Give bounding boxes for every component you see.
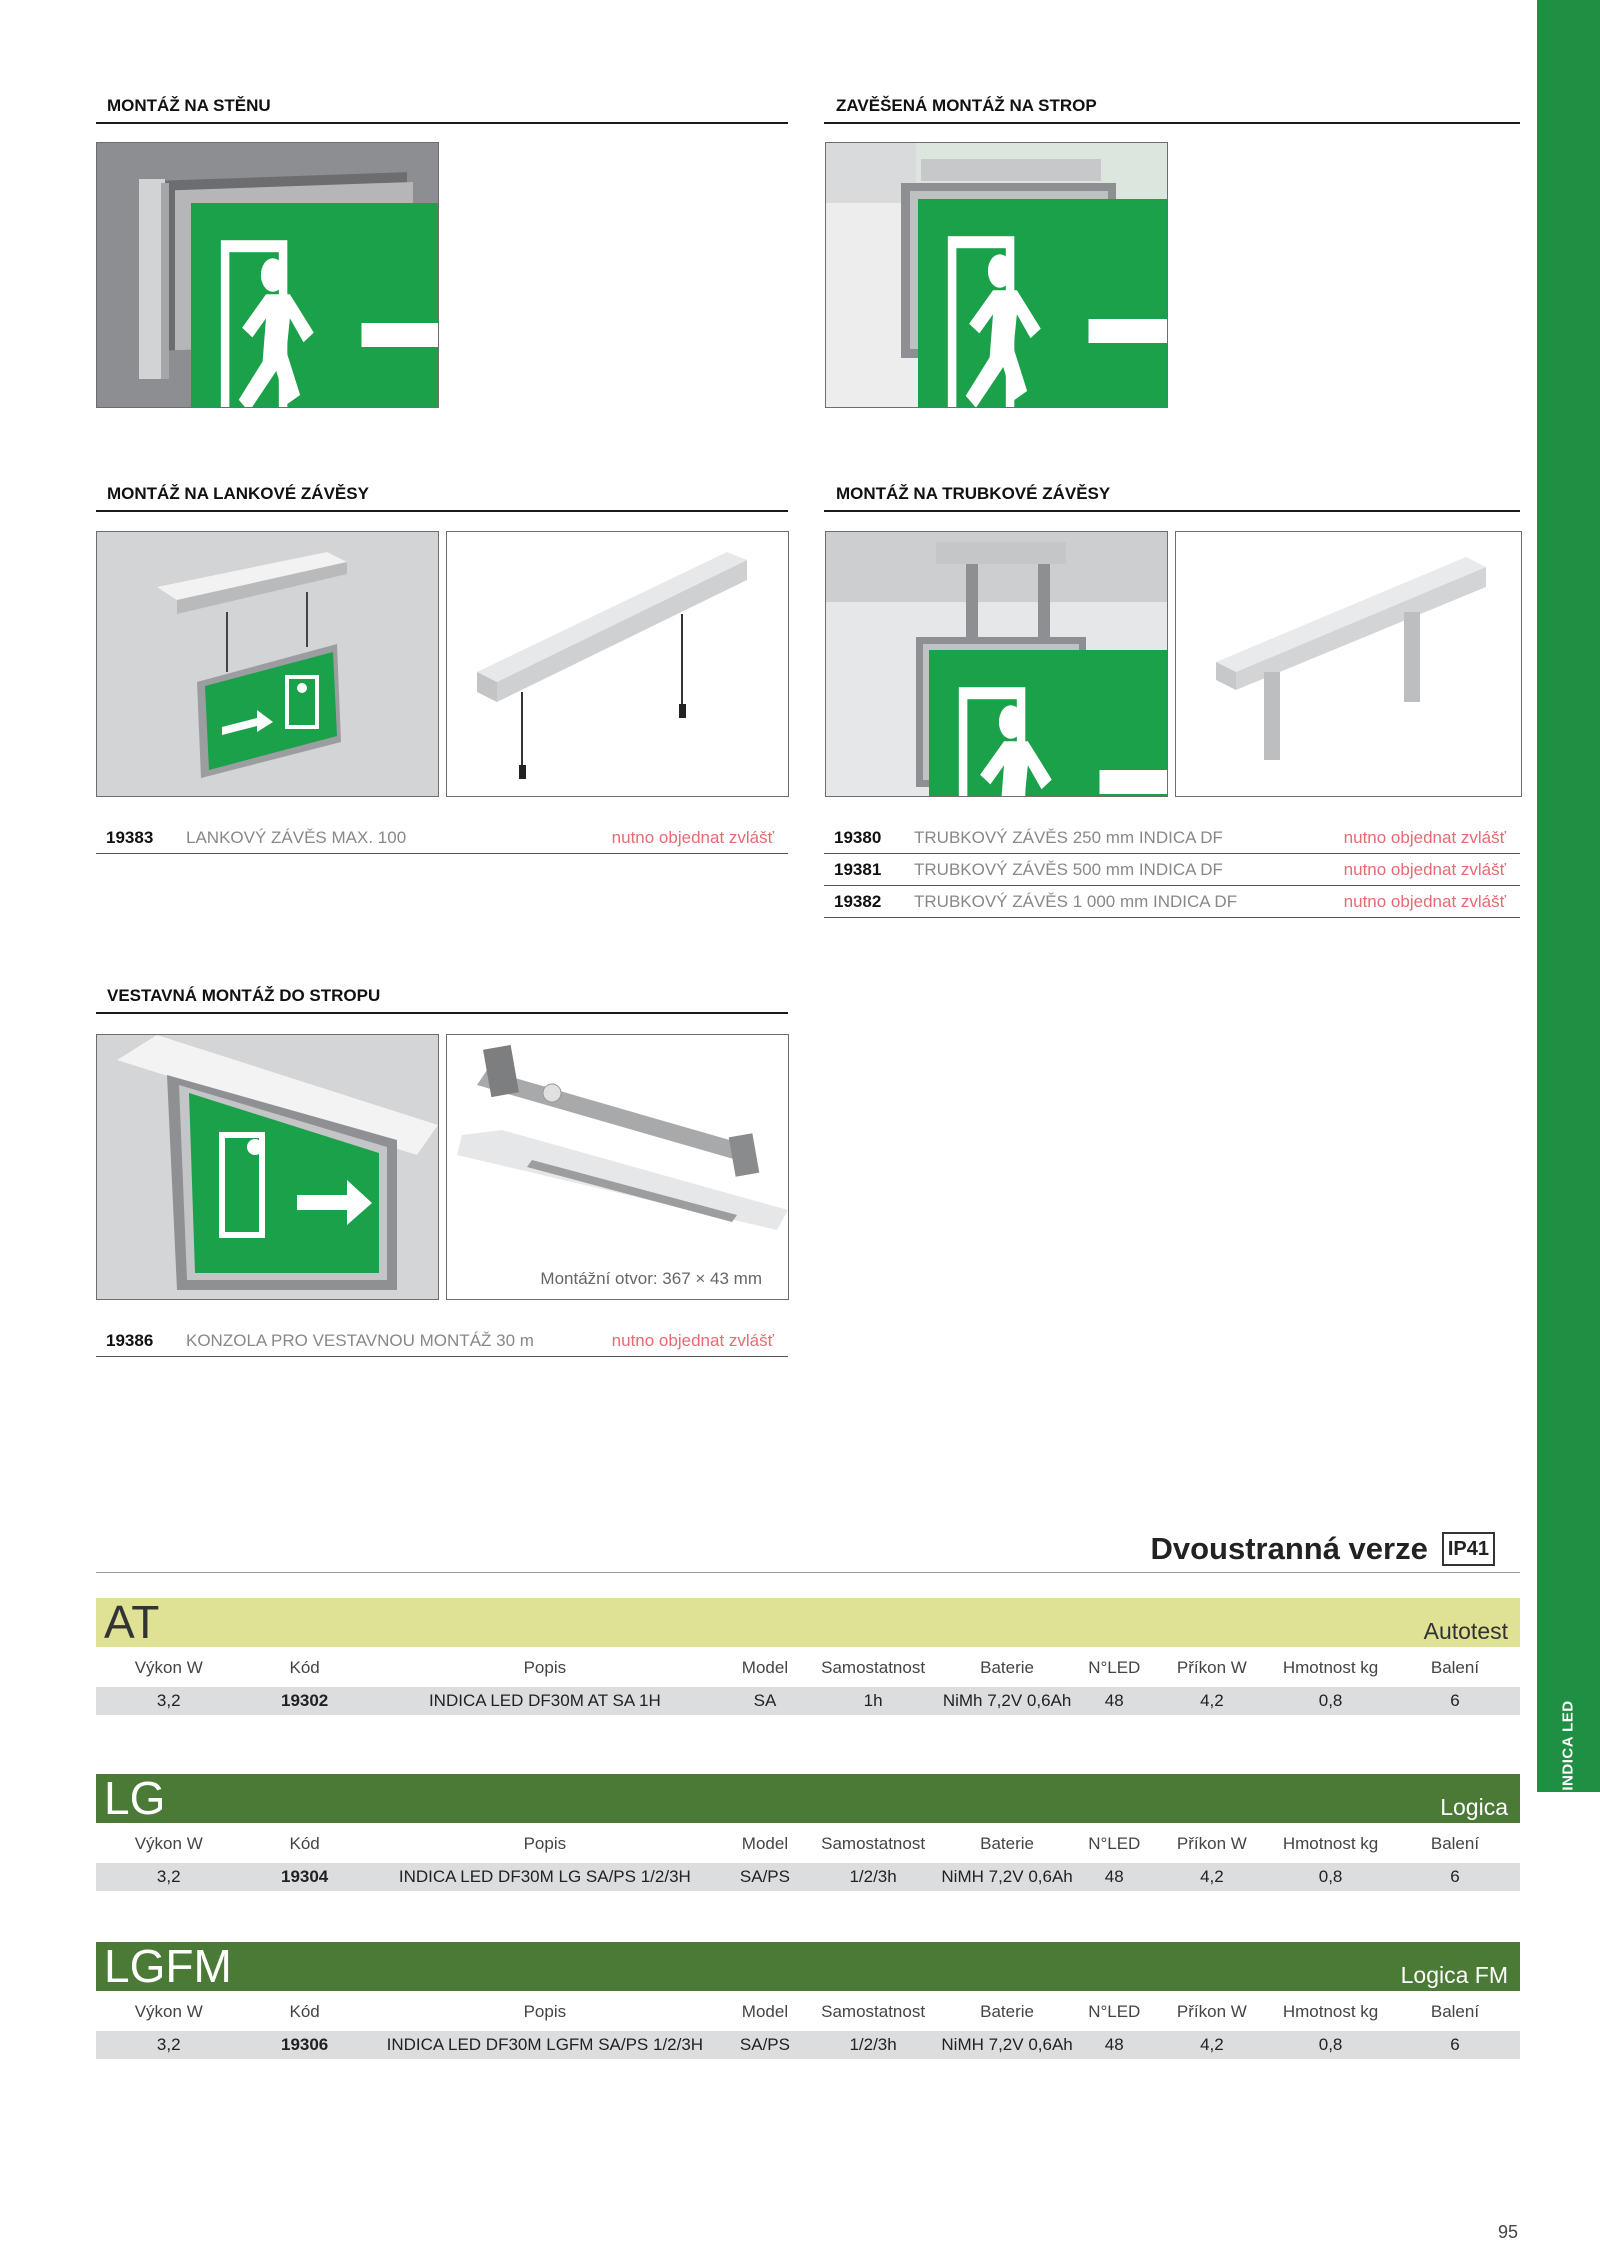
photo-cable-mount [96,531,439,797]
accessory-note: nutno objednat zvlášť [1343,859,1506,879]
column-header: Popis [523,2002,567,2021]
table-cell: 48 [1104,1867,1124,1886]
table-cell: 0,8 [1318,1867,1343,1886]
table-cell: 3,2 [156,1691,181,1710]
table-cell: 1h [863,1691,883,1710]
section-title-suspended: ZAVĚŠENÁ MONTÁŽ NA STROP [836,96,1097,115]
side-tab-label: INDICA LED [1560,1699,1577,1791]
table-header [96,1998,1520,2026]
table-cell: INDICA LED DF30M AT SA 1H [428,1691,661,1710]
accessory-row [96,822,788,854]
column-header: Baterie [980,1658,1035,1677]
table-cell: 3,2 [156,2035,181,2054]
column-header: Samostatnost [821,1834,926,1853]
accessory-note: nutno objednat zvlášť [611,1330,774,1350]
side-tab [1537,0,1600,1792]
table-cell: 6 [1450,1691,1460,1710]
variant-rule [96,1572,1520,1573]
column-header: Model [741,1658,789,1677]
table-cell: 0,8 [1318,2035,1343,2054]
photo-tube-kit [1175,531,1522,797]
section-rule [96,122,788,124]
accessory-note: nutno objednat zvlášť [611,827,774,847]
table-cell: NiMH 7,2V 0,6Ah [941,1867,1073,1886]
product-code: LGFM [104,1940,232,1992]
accessory-desc: KONZOLA PRO VESTAVNOU MONTÁŽ 30 m [186,1330,534,1350]
column-header: Kód [289,2002,320,2021]
product-band [96,1598,1520,1647]
table-cell: NiMh 7,2V 0,6Ah [942,1691,1072,1710]
accessory-desc: LANKOVÝ ZÁVĚS MAX. 100 [186,827,407,847]
accessory-note: nutno objednat zvlášť [1343,827,1506,847]
column-header: Balení [1430,1658,1480,1677]
product-band [96,1942,1520,1991]
column-header: Baterie [980,2002,1035,2021]
table-cell: 48 [1104,2035,1124,2054]
accessory-row [96,1325,788,1357]
column-header: Výkon W [134,2002,203,2021]
column-header: Model [741,1834,789,1853]
column-header: Samostatnost [821,1658,926,1677]
table-cell: 19302 [280,1691,329,1710]
product-name: Logica FM [1400,1962,1508,1988]
column-header: N°LED [1088,2002,1141,2021]
section-title-recessed: VESTAVNÁ MONTÁŽ DO STROPU [107,986,381,1005]
column-header: Kód [289,1834,320,1853]
table-cell: 4,2 [1200,1691,1224,1710]
table-header [96,1830,1520,1858]
photo-recessed-mount [96,1034,439,1300]
page-number: 95 [1497,2222,1518,2242]
column-header: N°LED [1088,1834,1141,1853]
column-header: Kód [289,1658,320,1677]
section-title-tube: MONTÁŽ NA TRUBKOVÉ ZÁVĚSY [836,484,1111,503]
accessory-row [824,854,1520,886]
section-title-cable: MONTÁŽ NA LANKOVÉ ZÁVĚSY [107,484,369,503]
product-band [96,1774,1520,1823]
column-header: Baterie [980,1834,1035,1853]
column-header: Hmotnost kg [1282,2002,1379,2021]
column-header: Příkon W [1176,1834,1247,1853]
column-header: Samostatnost [821,2002,926,2021]
product-name: Logica [1440,1794,1508,1820]
photo-cable-kit [446,531,789,797]
table-row [96,2031,1520,2059]
accessory-row [824,886,1520,918]
table-header [96,1654,1520,1682]
accessory-note: nutno objednat zvlášť [1343,891,1506,911]
column-header: Popis [523,1834,567,1853]
section-rule [824,510,1520,512]
ip-rating-badge: IP41 [1442,1532,1495,1566]
accessory-code: 19383 [106,827,154,847]
table-cell: 1/2/3h [849,2035,897,2054]
table-cell: 6 [1450,1867,1460,1886]
column-header: Balení [1430,1834,1480,1853]
table-row [96,1863,1520,1891]
cutout-caption: Montážní otvor: 367 × 43 mm [540,1269,762,1288]
table-cell: 4,2 [1200,2035,1224,2054]
table-cell: 3,2 [156,1867,181,1886]
photo-suspended-mount [825,142,1168,408]
table-cell: 0,8 [1318,1691,1343,1710]
table-cell: 48 [1104,1691,1124,1710]
section-rule [96,1012,788,1014]
column-header: Příkon W [1176,2002,1247,2021]
accessory-row [824,822,1520,854]
variant-title: Dvoustranná verze [1150,1531,1428,1566]
accessory-code: 19382 [834,891,882,911]
table-cell: 4,2 [1200,1867,1224,1886]
table-row [96,1687,1520,1715]
column-header: N°LED [1088,1658,1141,1677]
column-header: Model [741,2002,789,2021]
accessory-desc: TRUBKOVÝ ZÁVĚS 1 000 mm INDICA DF [914,891,1238,911]
table-cell: SA [753,1691,777,1710]
accessory-code: 19381 [834,859,882,879]
product-code: LG [104,1772,166,1824]
section-rule [96,510,788,512]
column-header: Popis [523,1658,567,1677]
photo-tube-mount [825,531,1168,797]
column-header: Příkon W [1176,1658,1247,1677]
photo-wall-mount [96,142,439,408]
table-cell: 19306 [280,2035,329,2054]
column-header: Hmotnost kg [1282,1658,1379,1677]
accessory-desc: TRUBKOVÝ ZÁVĚS 500 mm INDICA DF [914,859,1223,879]
table-cell: SA/PS [739,1867,790,1886]
product-name: Autotest [1423,1618,1508,1644]
accessory-code: 19380 [834,827,882,847]
variant-header [1150,1531,1495,1567]
table-cell: NiMH 7,2V 0,6Ah [941,2035,1073,2054]
product-code: AT [104,1596,160,1648]
table-cell: SA/PS [739,2035,790,2054]
column-header: Hmotnost kg [1282,1834,1379,1853]
table-cell: 19304 [280,1867,329,1886]
column-header: Balení [1430,2002,1480,2021]
column-header: Výkon W [134,1834,203,1853]
table-cell: 1/2/3h [849,1867,897,1886]
section-rule [824,122,1520,124]
section-title-wall: MONTÁŽ NA STĚNU [107,96,271,115]
column-header: Výkon W [134,1658,203,1677]
table-cell: 6 [1450,2035,1460,2054]
photo-recessed-kit [446,1034,789,1300]
table-cell: INDICA LED DF30M LG SA/PS 1/2/3H [398,1867,691,1886]
accessory-code: 19386 [106,1330,154,1350]
table-cell: INDICA LED DF30M LGFM SA/PS 1/2/3H [386,2035,704,2054]
accessory-desc: TRUBKOVÝ ZÁVĚS 250 mm INDICA DF [914,827,1223,847]
